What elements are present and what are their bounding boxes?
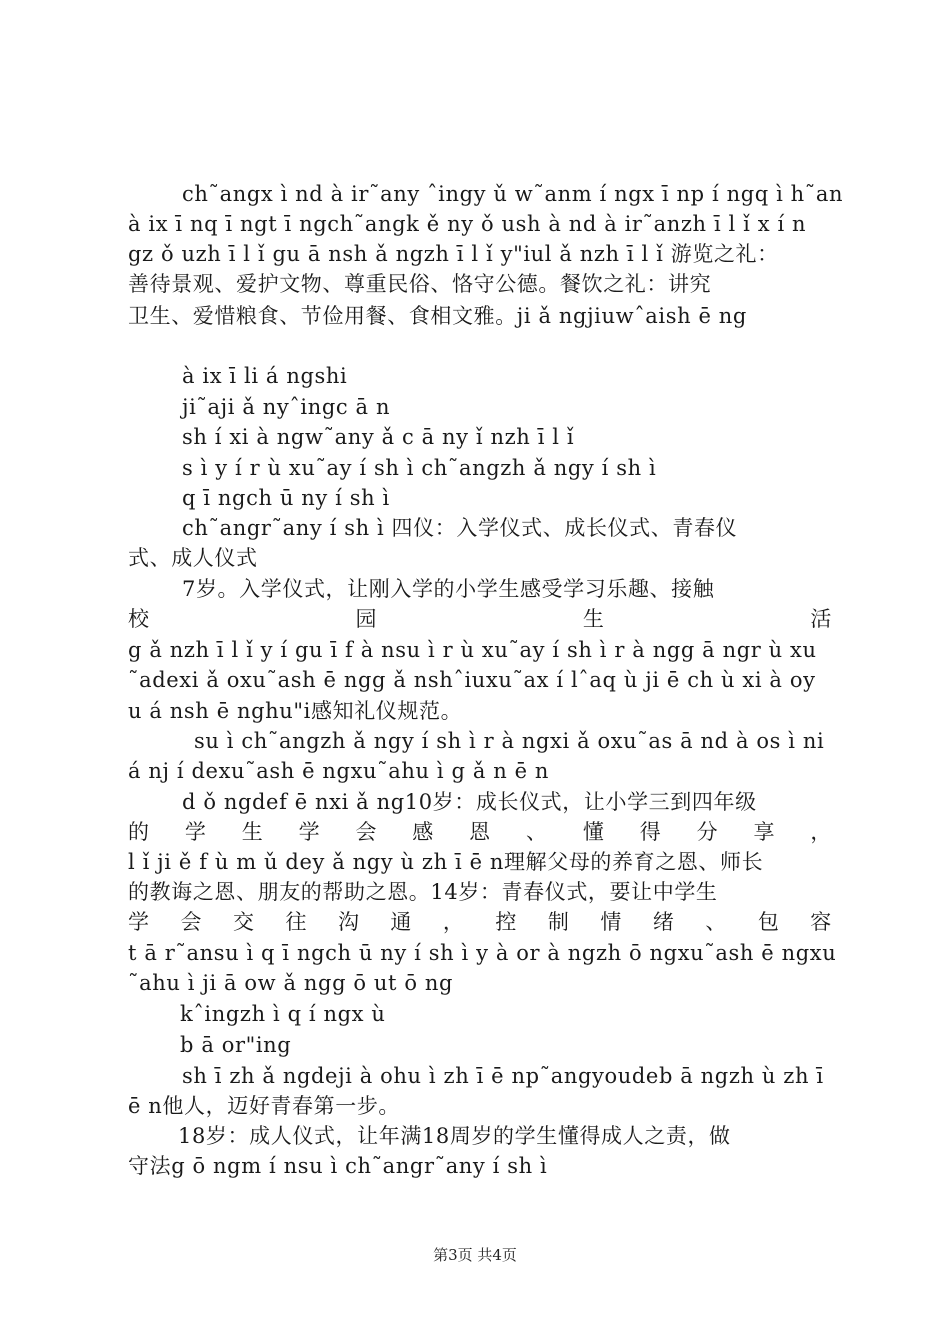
text-line: à ix ī li á ngshi: [182, 364, 348, 388]
text-line: 善待景观、爱护文物、尊重民俗、恪守公德。餐饮之礼：讲究: [128, 272, 712, 296]
text-line: ˜adexi ǎ oxu˜ash ē ngg ǎ nshˆiuxu˜ax í lˆaq ù ji ē ch ù xi à oy: [128, 668, 816, 692]
text-char: 情: [600, 910, 622, 934]
text-line: sh í xi à ngw˜any ǎ c ā ny ǐ nzh ī l ǐ: [182, 425, 575, 449]
text-line: 守法g ō ngm í nsu ì ch˜angr˜any í sh ì: [128, 1154, 548, 1178]
text-line: u á nsh ē nghu"i感知礼仪规范。: [128, 699, 463, 723]
text-char: 园: [355, 607, 378, 631]
text-char: 的: [128, 820, 150, 844]
justified-line: [128, 908, 832, 937]
text-char: ，: [810, 820, 832, 844]
text-char: 包: [757, 910, 780, 934]
text-line: s ì y í r ù xu˜ay í sh ì ch˜angzh ǎ ngy í sh ì: [182, 456, 657, 480]
text-line: t ā r˜ansu ì q ī ngch ū ny í sh ì y à or à ngzh ō ngxu˜ash ē ngxu: [128, 941, 837, 965]
text-char: 会: [355, 820, 378, 844]
justified-line: [128, 818, 832, 847]
text-char: 、: [705, 910, 727, 934]
text-char: 会: [180, 910, 203, 934]
text-line: 18岁：成人仪式，让年满18周岁的学生懂得成人之责，做: [178, 1124, 731, 1148]
text-line: ji˜aji ǎ nyˆingc ā n: [182, 395, 391, 419]
text-line: ch˜angr˜any í sh ì 四仪：入学仪式、成长仪式、青春仪: [182, 516, 738, 540]
text-char: ，: [442, 910, 465, 934]
text-char: 、: [526, 820, 548, 844]
text-char: 生: [582, 607, 605, 631]
text-char: 校: [128, 607, 150, 631]
text-char: 恩: [469, 820, 491, 844]
text-char: 往: [285, 910, 308, 934]
text-line: kˆingzh ì q í ngx ù: [180, 1002, 386, 1026]
text-line: ˜ahu ì ji ā ow ǎ ngg ō ut ō ng: [128, 971, 454, 995]
text-char: 交: [232, 910, 255, 934]
text-line: ē n他人，迈好青春第一步。: [128, 1094, 401, 1118]
text-line: à ix ī nq ī ngt ī ngch˜angk ě ny ǒ ush à nd à ir˜anzh ī l ǐ x í n: [128, 212, 807, 236]
text-line: sh ī zh ǎ ngdeji à ohu ì zh ī ē np˜angyoudeb ā ngzh ù zh ī: [182, 1064, 824, 1088]
text-char: 沟: [337, 910, 360, 934]
text-char: 绪: [652, 910, 675, 934]
text-char: 控: [495, 910, 517, 934]
text-line: 式、成人仪式: [128, 546, 258, 570]
text-line: q ī ngch ū ny í sh ì: [182, 486, 390, 510]
text-char: 学: [184, 820, 207, 844]
text-line: 的教诲之恩、朋友的帮助之恩。14岁：青春仪式，要让中学生: [128, 880, 718, 904]
justified-line: [128, 605, 832, 634]
text-char: 得: [639, 820, 662, 844]
text-line: su ì ch˜angzh ǎ ngy í sh ì r à ngxi ǎ oxu˜as ā nd à os ì ni: [194, 729, 825, 753]
text-char: 制: [547, 910, 570, 934]
text-char: 生: [241, 820, 264, 844]
text-line: g ǎ nzh ī l ǐ y í gu ī f à nsu ì r ù xu˜ay í sh ì r à ngg ā ngr ù xu: [128, 638, 817, 662]
text-line: d ǒ ngdef ē nxi ǎ ng10岁：成长仪式，让小学三到四年级: [182, 790, 757, 814]
text-line: l ǐ ji ě f ù m ǔ dey ǎ ngy ù zh ī ē n理解父母的养育之恩、师长: [128, 850, 764, 874]
page-footer: 第3页 共4页: [433, 1246, 517, 1264]
text-line: ch˜angx ì nd à ir˜any ˆingy ǔ w˜anm í ngx ī np í ngq ì h˜an: [182, 182, 844, 206]
text-char: 活: [810, 607, 832, 631]
text-char: 学: [298, 820, 321, 844]
text-char: 感: [412, 820, 434, 844]
text-line: á nj í dexu˜ash ē ngxu˜ahu ì g ǎ n ē n: [128, 759, 550, 783]
text-line: gz ǒ uzh ī l ǐ gu ā nsh ǎ ngzh ī l ǐ y"iul ǎ nzh ī l ǐ 游览之礼：: [128, 242, 779, 266]
text-char: 懂: [582, 820, 605, 844]
text-char: 分: [696, 820, 719, 844]
text-char: 通: [390, 910, 413, 934]
text-line: b ā or"ing: [180, 1033, 292, 1057]
text-char: 容: [810, 910, 832, 934]
text-line: 7岁。入学仪式，让刚入学的小学生感受学习乐趣、接触: [182, 577, 715, 601]
text-line: 卫生、爱惜粮食、节俭用餐、食相文雅。ji ǎ ngjiuwˆaish ē ng: [128, 304, 747, 328]
text-char: 学: [128, 910, 150, 934]
text-char: 享: [753, 820, 776, 844]
